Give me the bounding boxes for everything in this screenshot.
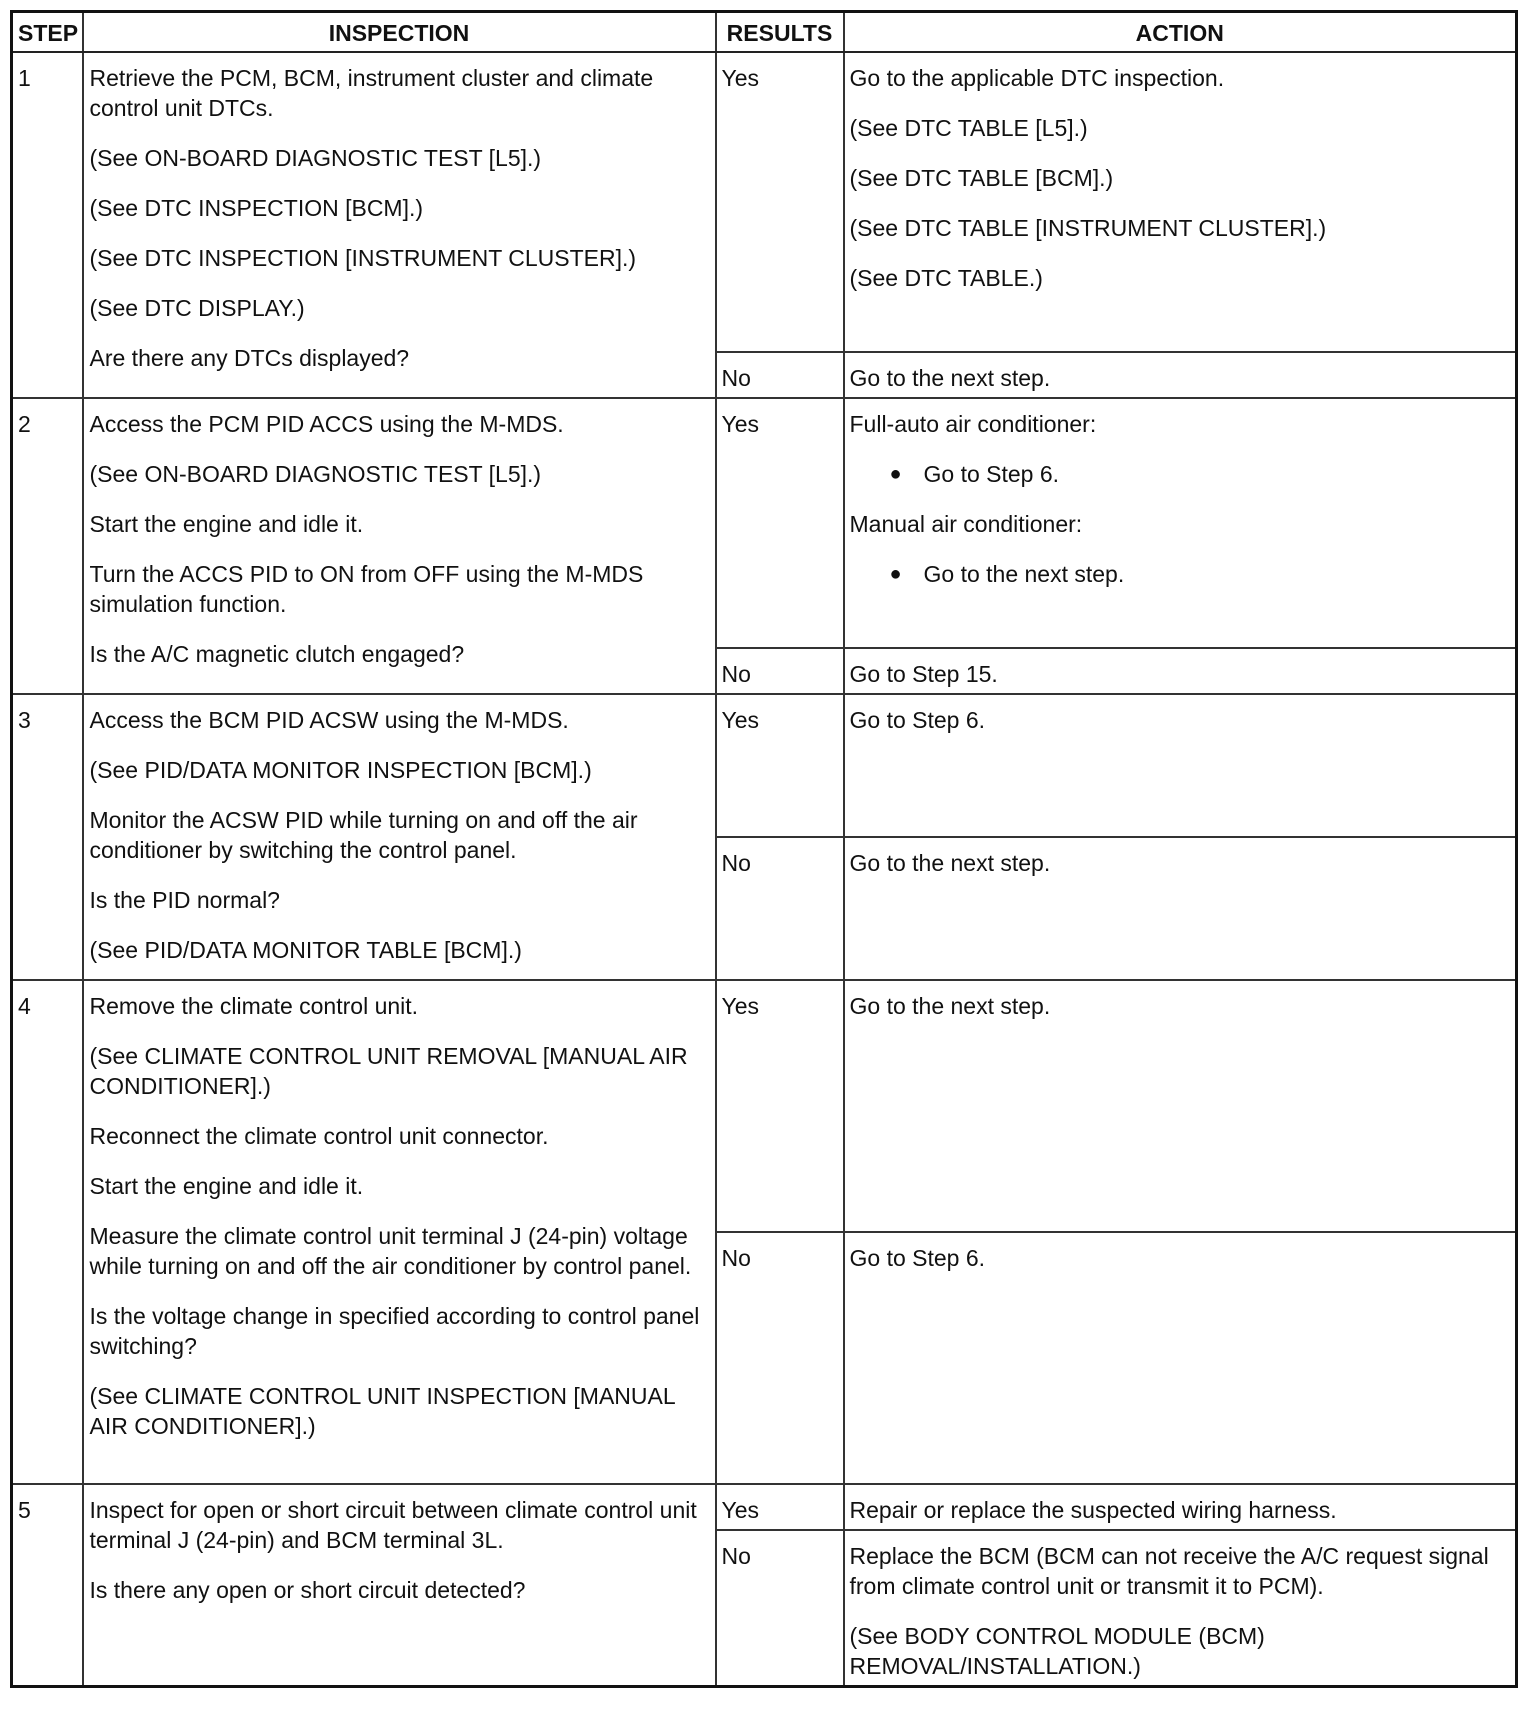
header-action: ACTION bbox=[844, 12, 1517, 53]
inspection-line: Start the engine and idle it. bbox=[89, 1173, 364, 1199]
action-line: Replace the BCM (BCM can not receive the A/C request signal from climate control unit or transmit it to PCM). bbox=[849, 1543, 1489, 1599]
inspection-line: Start the engine and idle it. bbox=[89, 511, 364, 537]
step-row bbox=[12, 1484, 1517, 1530]
result-yes: Yes bbox=[716, 398, 844, 648]
action-no bbox=[844, 648, 1517, 694]
diagnostic-table bbox=[10, 10, 1518, 1688]
header-step: STEP bbox=[12, 12, 83, 53]
inspection-line: Remove the climate control unit. bbox=[89, 993, 419, 1019]
action-line: Manual air conditioner: bbox=[849, 511, 1083, 537]
result-yes: Yes bbox=[716, 1484, 844, 1530]
result-no: No bbox=[716, 837, 844, 980]
action-no bbox=[844, 1530, 1517, 1687]
inspection-line: (See DTC DISPLAY.) bbox=[89, 295, 305, 321]
inspection-line: Monitor the ACSW PID while turning on and off the air conditioner by switching the control panel. bbox=[89, 807, 638, 863]
inspection-question: Is the PID normal? bbox=[89, 887, 280, 913]
inspection-line: (See DTC INSPECTION [BCM].) bbox=[89, 195, 424, 221]
result-yes: Yes bbox=[716, 980, 844, 1232]
step-number: 5 bbox=[12, 1484, 83, 1687]
inspection-line: Access the PCM PID ACCS using the M-MDS. bbox=[89, 411, 564, 437]
step-number: 2 bbox=[12, 398, 83, 694]
action-line: (See DTC TABLE.) bbox=[849, 265, 1043, 291]
action-line: (See DTC TABLE [BCM].) bbox=[849, 165, 1114, 191]
inspection-line: (See DTC INSPECTION [INSTRUMENT CLUSTER].) bbox=[89, 245, 637, 271]
step-row bbox=[12, 694, 1517, 837]
result-yes: Yes bbox=[716, 694, 844, 837]
action-yes bbox=[844, 1484, 1517, 1530]
action-line: Go to Step 6. bbox=[849, 707, 986, 733]
action-line: Go to Step 15. bbox=[849, 661, 998, 687]
action-line: (See DTC TABLE [L5].) bbox=[849, 115, 1088, 141]
bullet-item: ● Go to the next step. bbox=[890, 559, 1511, 589]
inspection-cell bbox=[83, 1484, 716, 1687]
action-line: (See BODY CONTROL MODULE (BCM) REMOVAL/INSTALLATION.) bbox=[849, 1623, 1265, 1679]
inspection-question: Is there any open or short circuit detected? bbox=[89, 1577, 526, 1603]
action-no bbox=[844, 1232, 1517, 1484]
inspection-line: (See CLIMATE CONTROL UNIT INSPECTION [MANUAL AIR CONDITIONER].) bbox=[89, 1383, 675, 1439]
step-row bbox=[12, 398, 1517, 648]
result-no: No bbox=[716, 1232, 844, 1484]
inspection-line: Turn the ACCS PID to ON from OFF using the M-MDS simulation function. bbox=[89, 561, 644, 617]
action-line: (See DTC TABLE [INSTRUMENT CLUSTER].) bbox=[849, 215, 1327, 241]
action-line: Go to Step 6. bbox=[849, 1245, 986, 1271]
inspection-line: Measure the climate control unit terminal J (24-pin) voltage while turning on and off the air conditioner by control panel. bbox=[89, 1223, 692, 1279]
inspection-cell bbox=[83, 980, 716, 1484]
action-yes bbox=[844, 694, 1517, 837]
inspection-question: Is the voltage change in specified according to control panel switching? bbox=[89, 1303, 700, 1359]
action-line: Repair or replace the suspected wiring harness. bbox=[849, 1497, 1337, 1523]
action-no bbox=[844, 837, 1517, 980]
bullet-list bbox=[850, 559, 1511, 589]
action-line: Go to the next step. bbox=[849, 993, 1051, 1019]
step-number: 1 bbox=[12, 52, 83, 398]
inspection-cell bbox=[83, 398, 716, 694]
result-no: No bbox=[716, 352, 844, 398]
bullet-list bbox=[850, 459, 1511, 489]
action-line: Go to the next step. bbox=[849, 850, 1051, 876]
step-number: 4 bbox=[12, 980, 83, 1484]
action-yes bbox=[844, 980, 1517, 1232]
inspection-line: Access the BCM PID ACSW using the M-MDS. bbox=[89, 707, 569, 733]
inspection-line: Retrieve the PCM, BCM, instrument cluster and climate control unit DTCs. bbox=[89, 65, 654, 121]
inspection-cell bbox=[83, 52, 716, 398]
inspection-line: (See CLIMATE CONTROL UNIT REMOVAL [MANUAL AIR CONDITIONER].) bbox=[89, 1043, 688, 1099]
action-yes bbox=[844, 398, 1517, 648]
inspection-line: (See ON-BOARD DIAGNOSTIC TEST [L5].) bbox=[89, 461, 542, 487]
inspection-cell bbox=[83, 694, 716, 980]
step-row bbox=[12, 980, 1517, 1232]
header-row bbox=[12, 12, 1517, 53]
header-inspection: INSPECTION bbox=[83, 12, 716, 53]
inspection-line: Reconnect the climate control unit connector. bbox=[89, 1123, 549, 1149]
header-results: RESULTS bbox=[716, 12, 844, 53]
bullet-item: ● Go to Step 6. bbox=[890, 459, 1511, 489]
result-yes: Yes bbox=[716, 52, 844, 352]
inspection-line: (See ON-BOARD DIAGNOSTIC TEST [L5].) bbox=[89, 145, 542, 171]
inspection-line: (See PID/DATA MONITOR TABLE [BCM].) bbox=[89, 937, 522, 963]
result-no: No bbox=[716, 1530, 844, 1687]
action-no bbox=[844, 352, 1517, 398]
step-number: 3 bbox=[12, 694, 83, 980]
action-line: Go to the next step. bbox=[849, 365, 1051, 391]
inspection-question: Is the A/C magnetic clutch engaged? bbox=[89, 641, 465, 667]
inspection-line: Inspect for open or short circuit between climate control unit terminal J (24-pin) and BCM terminal 3L. bbox=[89, 1497, 697, 1553]
step-row bbox=[12, 52, 1517, 352]
action-line: Go to the applicable DTC inspection. bbox=[849, 65, 1225, 91]
inspection-question: Are there any DTCs displayed? bbox=[89, 345, 410, 371]
result-no: No bbox=[716, 648, 844, 694]
action-yes bbox=[844, 52, 1517, 352]
action-line: Full-auto air conditioner: bbox=[849, 411, 1097, 437]
inspection-line: (See PID/DATA MONITOR INSPECTION [BCM].) bbox=[89, 757, 592, 783]
